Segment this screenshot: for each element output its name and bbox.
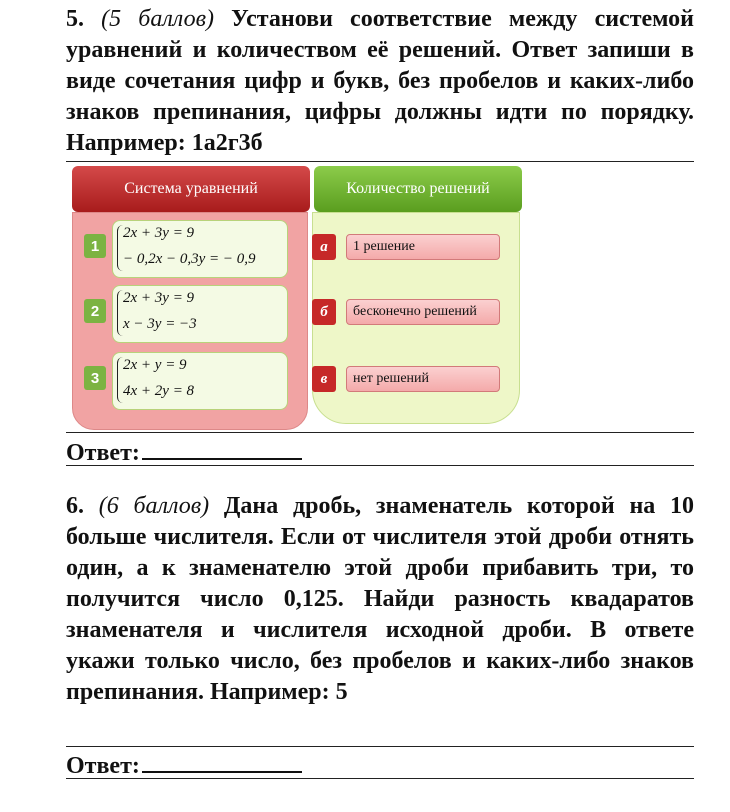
system-number-2: 2 [84, 299, 106, 323]
system-2-eq2: x − 3y = −3 [123, 316, 197, 332]
task-6-number: 6. [66, 493, 84, 519]
solution-b: бесконечно решений [346, 299, 500, 325]
task-5-points: (5 баллов) [101, 6, 214, 32]
task-5-question: Установи соответствие между системой уравнений и количеством её решений. Ответ запиши в виде сочетания цифр и букв, без пробелов и каких-либо знаков препинания, цифры должны идти по порядку. Например: 1а2г3б [66, 6, 694, 156]
divider [66, 465, 694, 466]
system-number-3: 3 [84, 366, 106, 390]
answer-label: Ответ: [66, 753, 140, 779]
answer-label: Ответ: [66, 440, 140, 466]
task-6-text [66, 491, 694, 708]
task-6-points: (6 баллов) [98, 493, 210, 519]
task-6-answer [66, 749, 302, 780]
divider [66, 746, 694, 747]
system-2-eq1: 2x + 3y = 9 [123, 290, 195, 306]
solutions-header: Количество решений [314, 166, 522, 212]
solution-v: нет решений [346, 366, 500, 392]
solution-letter-b: б [312, 299, 336, 325]
divider [66, 161, 694, 162]
solution-letter-v: в [312, 366, 336, 392]
answer-blank[interactable] [142, 749, 302, 773]
system-1-eq2: − 0,2x − 0,3y = − 0,9 [123, 251, 256, 267]
task-5-number: 5. [66, 6, 84, 32]
system-1 [112, 220, 288, 278]
solution-a: 1 решение [346, 234, 500, 260]
divider [66, 432, 694, 433]
system-2 [112, 285, 288, 343]
task-6-question: Дана дробь, знаменатель которой на 10 больше числителя. Если от числителя этой дроби отнять один, а к знаменателю этой дроби прибавить три, то получится число 0,125. Найди разность квадаратов знаменателя и числителя исходной дроби. В ответе укажи только число, без пробелов и каких-либо знаков препинания. Например: 5 [66, 493, 695, 705]
answer-blank[interactable] [142, 436, 302, 460]
system-1-eq1: 2x + 3y = 9 [123, 225, 195, 241]
task-5-answer [66, 436, 302, 467]
matching-diagram [72, 166, 522, 432]
system-3-eq2: 4x + 2y = 8 [123, 383, 195, 399]
system-3 [112, 352, 288, 410]
divider [66, 778, 694, 779]
task-5-text [66, 4, 694, 159]
system-3-eq1: 2x + y = 9 [123, 357, 187, 373]
solution-letter-a: а [312, 234, 336, 260]
system-number-1: 1 [84, 234, 106, 258]
systems-header: Система уравнений [72, 166, 310, 212]
